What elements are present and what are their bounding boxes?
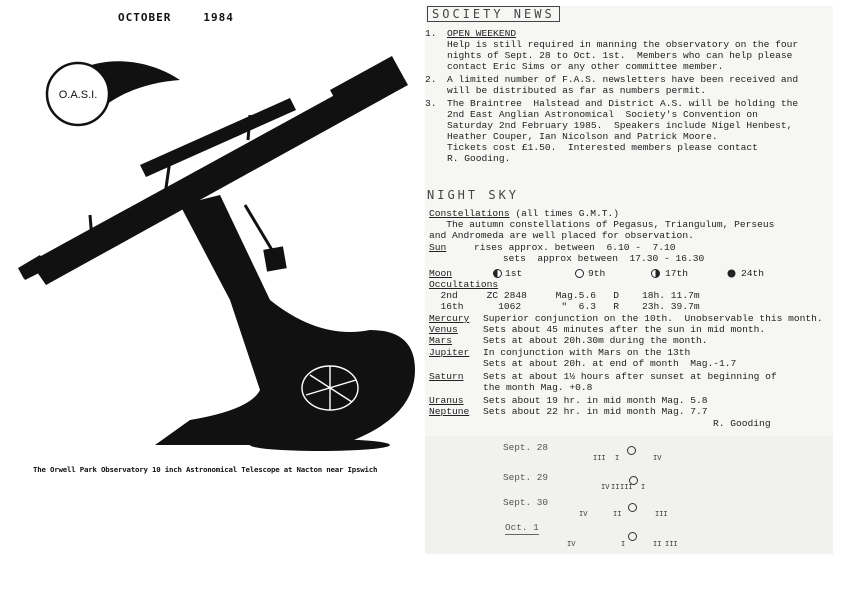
news-item-1-line: nights of Sept. 28 to Oct. 1st. Members who can help please xyxy=(447,50,793,61)
planet-mercury-label: Mercury xyxy=(429,313,470,324)
jupiter-disc xyxy=(627,446,636,455)
news-item-1-line: Help is still required in manning the observatory on the four xyxy=(447,39,799,50)
moon-mark: II xyxy=(611,484,620,492)
news-item-1-line: contact Eric Sims or any other committee member. xyxy=(447,61,724,72)
moon-mark: I xyxy=(621,541,626,549)
moon-mark: III xyxy=(665,541,678,549)
logo-text: O.A.S.I. xyxy=(58,89,98,101)
moon-mark: II xyxy=(613,511,622,519)
planet-jupiter-text: Sets at about 20h. at end of month Mag.-1.7 xyxy=(483,358,737,369)
constellations-line: The autumn constellations of Pegasus, Triangulum, Perseus xyxy=(429,219,775,230)
chart-date-label: Sept. 28 xyxy=(503,442,549,453)
night-sky-heading: NIGHT SKY xyxy=(427,188,520,202)
moon-phase-label: 17th xyxy=(665,268,689,279)
constellations-title: Constellations xyxy=(429,208,510,219)
moon-mark: III xyxy=(655,511,668,519)
news-item-3-line: Heather Couper, Ian Nicolson and Patrick Moore. xyxy=(447,131,718,142)
cover-month: OCTOBER xyxy=(118,11,172,24)
moon-phase-label: 1st xyxy=(505,268,523,279)
moon-mark: II xyxy=(653,541,662,549)
moon-mark: IV xyxy=(653,455,662,463)
planet-saturn-text: Sets at about 1½ hours after sunset at beginning of xyxy=(483,371,777,382)
occultation-row: 16th 1062 " 6.3 R 23h. 39.7m xyxy=(429,301,700,312)
newsletter-page xyxy=(425,6,833,554)
telescope-pier xyxy=(155,195,415,445)
planet-uranus-label: Uranus xyxy=(429,395,464,406)
news-item-3-line: Tickets cost £1.50. Interested members please contact xyxy=(447,142,758,153)
moon-phase-label: 24th xyxy=(741,268,765,279)
planet-saturn-text: the month Mag. +0.8 xyxy=(483,382,593,393)
news-item-3-line: Saturday 2nd February 1985. Speakers include Nigel Henbest, xyxy=(447,120,793,131)
news-item-1-title: OPEN WEEKEND xyxy=(447,28,517,39)
cover-caption: The Orwell Park Observatory 10 inch Astronomical Telescope at Nacton near Ipswich xyxy=(33,465,378,474)
sun-rises: rises approx. between 6.10 - 7.10 xyxy=(451,242,676,253)
news-item-1-number: 1. xyxy=(425,28,437,39)
planet-mars-label: Mars xyxy=(429,335,453,346)
planet-neptune-text: Sets about 22 hr. in mid month Mag. 7.7 xyxy=(483,406,708,417)
chart-date-label: Sept. 30 xyxy=(503,497,549,508)
society-news-heading: SOCIETY NEWS xyxy=(427,9,560,20)
moon-phase-label: 9th xyxy=(588,268,606,279)
chart-date-label: Oct. 1 xyxy=(505,522,539,535)
night-sky-signature: R. Gooding xyxy=(713,418,771,429)
planet-mars-text: Sets at about 20h.30m during the month. xyxy=(483,335,708,346)
jupiter-disc xyxy=(629,476,638,485)
last-quarter-icon xyxy=(651,269,660,278)
new-moon-icon xyxy=(727,269,736,278)
planet-jupiter-label: Jupiter xyxy=(429,347,470,358)
news-item-3-line: 2nd East Anglian Astronomical Society's Convention on xyxy=(447,109,758,120)
moon-mark: I xyxy=(615,455,620,463)
constellations-note: (all times G.M.T.) xyxy=(509,208,619,219)
news-item-3-line: The Braintree Halstead and District A.S. will be holding the xyxy=(447,98,799,109)
occultation-row: 2nd ZC 2848 Mag.5.6 D 18h. 11.7m xyxy=(429,290,700,301)
news-item-2-line: will be distributed as far as numbers permit. xyxy=(447,85,707,96)
planet-jupiter-text: In conjunction with Mars on the 13th xyxy=(483,347,691,358)
first-quarter-icon xyxy=(493,269,502,278)
jupiter-disc xyxy=(628,503,637,512)
cover-page xyxy=(0,0,420,595)
planet-neptune-label: Neptune xyxy=(429,406,470,417)
planet-uranus-text: Sets about 19 hr. in mid month Mag. 5.8 xyxy=(483,395,708,406)
moon-mark: III xyxy=(593,455,606,463)
counterweight xyxy=(263,246,287,271)
news-item-3-number: 3. xyxy=(425,98,437,109)
pier-base xyxy=(250,439,390,451)
moon-mark: IV xyxy=(567,541,576,549)
telescope-illustration xyxy=(0,0,420,470)
planet-venus-text: Sets about 45 minutes after the sun in mid month. xyxy=(483,324,766,335)
planet-saturn-label: Saturn xyxy=(429,371,464,382)
occultations-title: Occultations xyxy=(429,279,499,290)
cover-year: 1984 xyxy=(203,11,234,24)
moon-label: Moon xyxy=(429,268,453,279)
sun-sets: sets approx between 17.30 - 16.30 xyxy=(451,253,705,264)
constellations-line: and Andromeda are well placed for observation. xyxy=(429,230,694,241)
moon-mark: IV xyxy=(579,511,588,519)
news-item-2-line: A limited number of F.A.S. newsletters have been received and xyxy=(447,74,799,85)
moon-mark: IV xyxy=(601,484,610,492)
moon-mark: III xyxy=(620,484,633,492)
constellations-row xyxy=(429,208,619,219)
full-moon-icon xyxy=(575,269,584,278)
chart-date-label: Sept. 29 xyxy=(503,472,549,483)
jupiter-moons-chart xyxy=(425,436,833,554)
moon-mark: I xyxy=(641,484,646,492)
jupiter-disc xyxy=(628,532,637,541)
news-item-2-number: 2. xyxy=(425,74,437,85)
planet-mercury-text: Superior conjunction on the 10th. Unobservable this month. xyxy=(483,313,823,324)
sun-label: Sun xyxy=(429,242,447,253)
news-item-3-line: R. Gooding. xyxy=(447,153,511,164)
planet-venus-label: Venus xyxy=(429,324,458,335)
